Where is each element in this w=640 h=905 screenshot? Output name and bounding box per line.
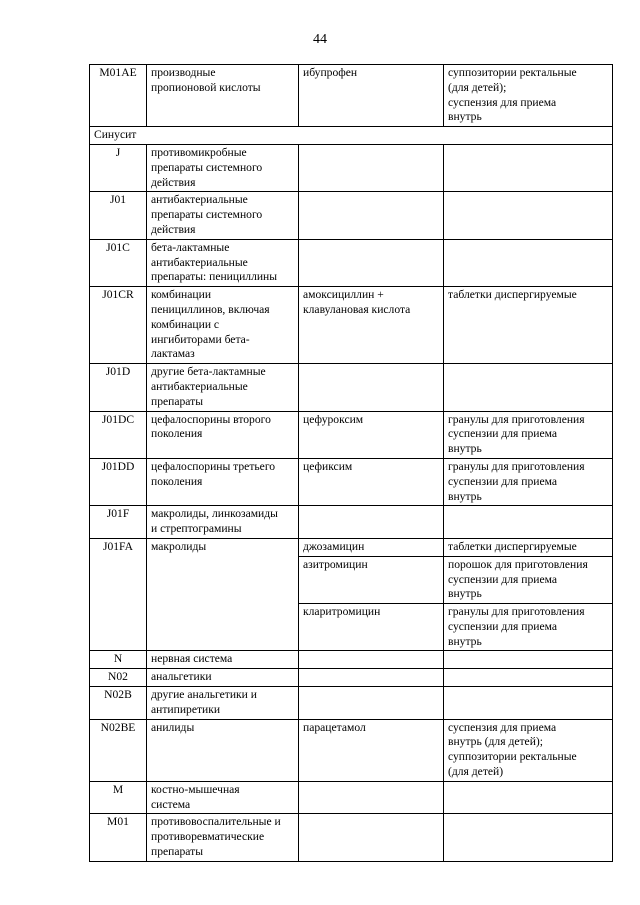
- atc-code-cell: J01DC: [90, 411, 147, 458]
- atc-code-cell: J: [90, 144, 147, 191]
- drug-name-cell: [299, 364, 444, 411]
- group-cell: бета-лактамные антибактериальные препараты: пенициллины: [147, 239, 299, 286]
- dosage-form-cell: таблетки диспергируемые: [444, 287, 613, 364]
- dosage-form-cell: гранулы для приготовления суспензии для приема внутрь: [444, 604, 613, 651]
- section-label: Синусит: [90, 127, 613, 145]
- atc-code-cell: N: [90, 651, 147, 669]
- table-row: [90, 651, 613, 669]
- atc-code-cell: J01D: [90, 364, 147, 411]
- atc-code-cell: J01CR: [90, 287, 147, 364]
- dosage-form-cell: [444, 687, 613, 720]
- group-cell: нервная система: [147, 651, 299, 669]
- group-cell: комбинации пенициллинов, включая комбинации с ингибиторами бета- лактамаз: [147, 287, 299, 364]
- drug-name-cell: парацетамол: [299, 719, 444, 781]
- table-row: [90, 65, 613, 127]
- drug-name-cell: кларитромицин: [299, 604, 444, 651]
- atc-code-cell: J01FA: [90, 538, 147, 651]
- table-row: [90, 814, 613, 861]
- dosage-form-cell: [444, 651, 613, 669]
- dosage-form-cell: [444, 239, 613, 286]
- dosage-form-cell: гранулы для приготовления суспензии для приема внутрь: [444, 411, 613, 458]
- atc-code-cell: N02: [90, 669, 147, 687]
- table-row: [90, 287, 613, 364]
- drug-name-cell: [299, 239, 444, 286]
- drug-name-cell: джозамицин: [299, 538, 444, 556]
- table-row: [90, 411, 613, 458]
- atc-code-cell: N02BE: [90, 719, 147, 781]
- drug-name-cell: [299, 814, 444, 861]
- drug-name-cell: [299, 781, 444, 814]
- table-row: [90, 364, 613, 411]
- group-cell: цефалоспорины третьего поколения: [147, 458, 299, 505]
- group-cell: антибактериальные препараты системного действия: [147, 192, 299, 239]
- drug-name-cell: [299, 192, 444, 239]
- drug-name-cell: азитромицин: [299, 556, 444, 603]
- group-cell: анальгетики: [147, 669, 299, 687]
- drug-name-cell: [299, 669, 444, 687]
- dosage-form-cell: таблетки диспергируемые: [444, 538, 613, 556]
- atc-code-cell: M: [90, 781, 147, 814]
- dosage-form-cell: [444, 144, 613, 191]
- drug-name-cell: цефиксим: [299, 458, 444, 505]
- group-cell: производные пропионовой кислоты: [147, 65, 299, 127]
- group-cell: макролиды: [147, 538, 299, 651]
- table-row: [90, 719, 613, 781]
- group-cell: противомикробные препараты системного действия: [147, 144, 299, 191]
- drug-table-body: [90, 65, 613, 862]
- drug-name-cell: [299, 506, 444, 539]
- atc-code-cell: J01: [90, 192, 147, 239]
- section-row: [90, 127, 613, 145]
- group-cell: анилиды: [147, 719, 299, 781]
- table-row: [90, 781, 613, 814]
- table-row: [90, 192, 613, 239]
- dosage-form-cell: [444, 781, 613, 814]
- atc-code-cell: J01F: [90, 506, 147, 539]
- dosage-form-cell: [444, 364, 613, 411]
- group-cell: противовоспалительные и противоревматические препараты: [147, 814, 299, 861]
- dosage-form-cell: суспензия для приема внутрь (для детей); суппозитории ректальные (для детей): [444, 719, 613, 781]
- atc-code-cell: J01DD: [90, 458, 147, 505]
- table-row: [90, 669, 613, 687]
- drug-name-cell: [299, 144, 444, 191]
- table-row: [90, 538, 613, 556]
- drug-name-cell: цефуроксим: [299, 411, 444, 458]
- drug-name-cell: [299, 687, 444, 720]
- drug-name-cell: ибупрофен: [299, 65, 444, 127]
- drug-name-cell: [299, 651, 444, 669]
- atc-code-cell: J01C: [90, 239, 147, 286]
- dosage-form-cell: [444, 669, 613, 687]
- atc-code-cell: M01AE: [90, 65, 147, 127]
- dosage-form-cell: [444, 506, 613, 539]
- group-cell: макролиды, линкозамиды и стрептограмины: [147, 506, 299, 539]
- table-row: [90, 506, 613, 539]
- group-cell: другие анальгетики и антипиретики: [147, 687, 299, 720]
- dosage-form-cell: суппозитории ректальные (для детей); суспензия для приема внутрь: [444, 65, 613, 127]
- table-row: [90, 687, 613, 720]
- table-row: [90, 239, 613, 286]
- atc-code-cell: M01: [90, 814, 147, 861]
- dosage-form-cell: порошок для приготовления суспензии для приема внутрь: [444, 556, 613, 603]
- drug-name-cell: амоксициллин + клавулановая кислота: [299, 287, 444, 364]
- table-row: [90, 144, 613, 191]
- dosage-form-cell: [444, 814, 613, 861]
- page-number: 44: [313, 32, 327, 47]
- table-row: [90, 458, 613, 505]
- dosage-form-cell: гранулы для приготовления суспензии для приема внутрь: [444, 458, 613, 505]
- group-cell: другие бета-лактамные антибактериальные препараты: [147, 364, 299, 411]
- group-cell: цефалоспорины второго поколения: [147, 411, 299, 458]
- group-cell: костно-мышечная система: [147, 781, 299, 814]
- dosage-form-cell: [444, 192, 613, 239]
- atc-code-cell: N02B: [90, 687, 147, 720]
- drug-table: [89, 64, 613, 862]
